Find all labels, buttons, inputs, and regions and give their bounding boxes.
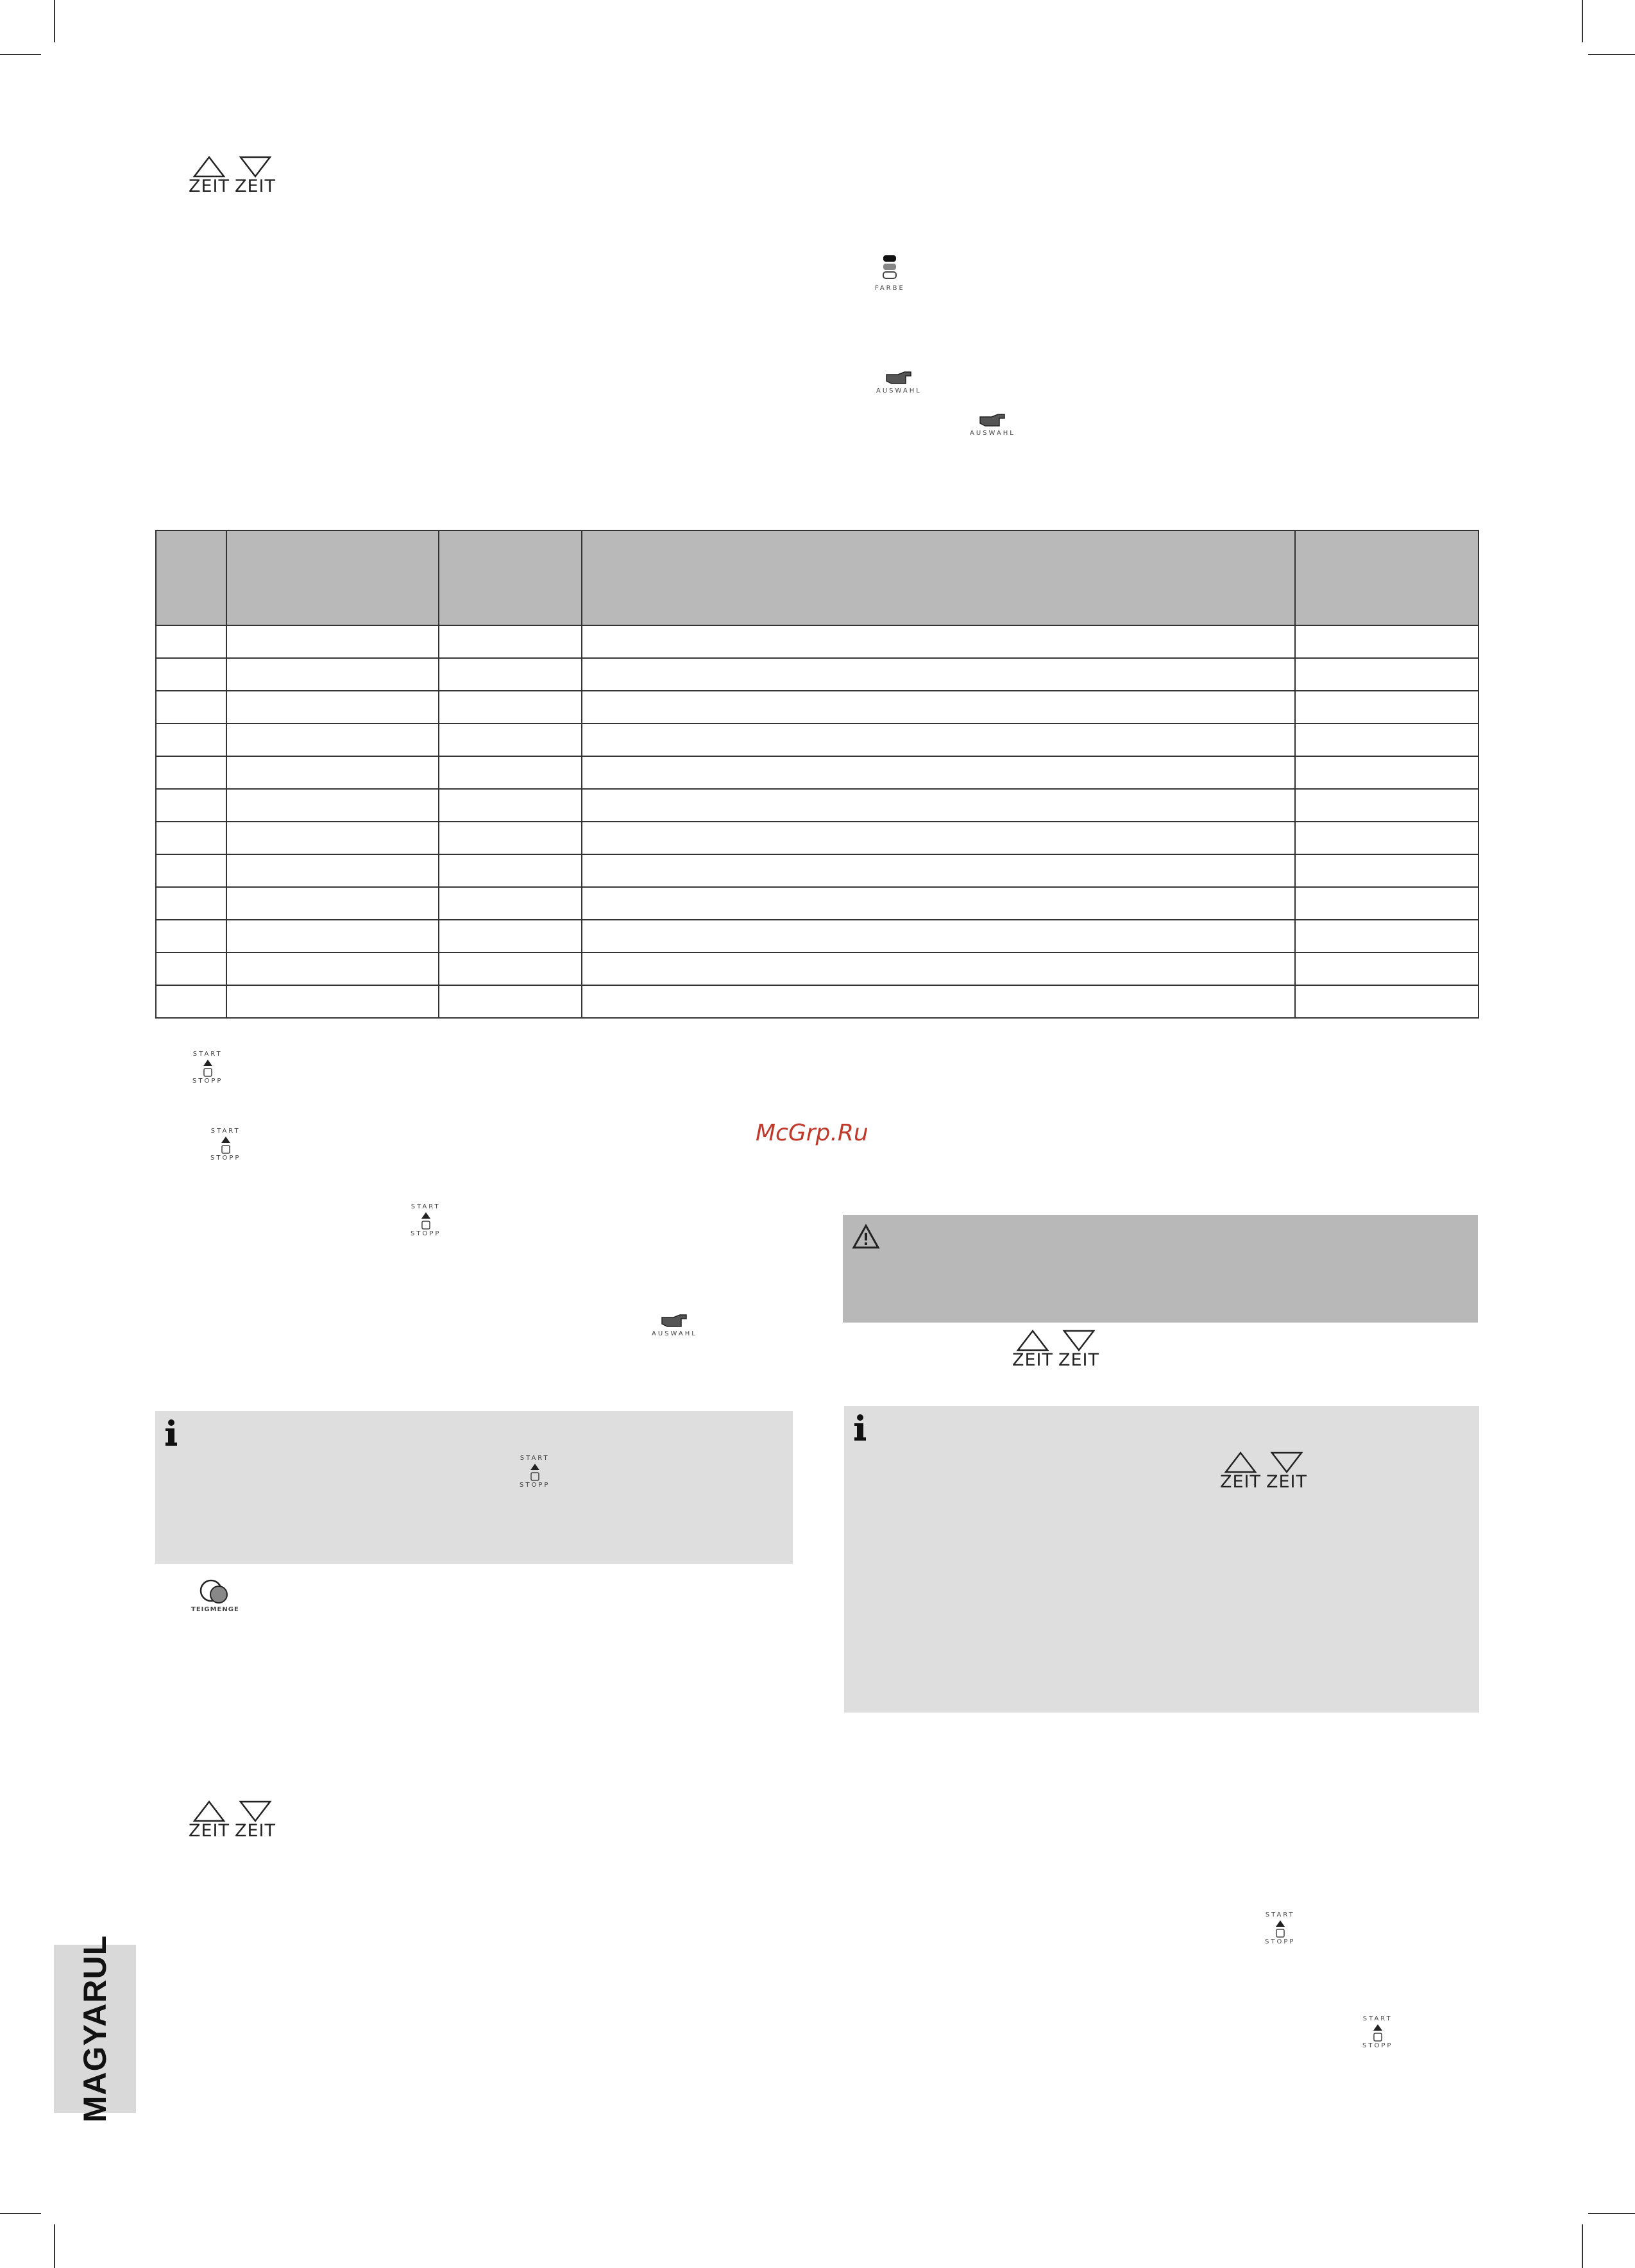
- zeit-label: ZEIT: [235, 176, 276, 196]
- table-cell: [582, 756, 1295, 789]
- triangle-up-icon: [1016, 1329, 1049, 1352]
- table-cell: [226, 985, 439, 1018]
- auswahl-label: AUSWAHL: [970, 430, 1015, 437]
- table-cell: [226, 625, 439, 658]
- start-label: START: [520, 1455, 550, 1462]
- table-cell: [226, 756, 439, 789]
- stopp-label: STOPP: [411, 1230, 441, 1237]
- stopp-label: STOPP: [210, 1155, 241, 1162]
- table-cell: [439, 691, 582, 724]
- zeit-label: ZEIT: [1266, 1472, 1308, 1492]
- table-cell: [439, 920, 582, 952]
- auswahl-button-icon: [970, 410, 1015, 437]
- crop-mark: [1582, 2224, 1583, 2268]
- table-row: [156, 789, 1478, 822]
- info-box: [155, 1411, 793, 1564]
- zeit-down: [235, 155, 276, 195]
- start-stopp-symbol-icon: [529, 1462, 541, 1482]
- auswahl-label: AUSWAHL: [876, 387, 922, 394]
- table-cell: [1295, 789, 1478, 822]
- table-cell: [1295, 691, 1478, 724]
- triangle-up-icon: [1224, 1451, 1257, 1474]
- zeit-up: [1012, 1329, 1053, 1369]
- table-cell: [1295, 822, 1478, 854]
- zeit-buttons: [1220, 1451, 1307, 1491]
- table-cell: [582, 952, 1295, 985]
- triangle-up-icon: [192, 155, 226, 178]
- info-box: [844, 1406, 1479, 1713]
- table-header-cell: [156, 530, 226, 625]
- triangle-down-icon: [1062, 1329, 1096, 1352]
- zeit-label: ZEIT: [189, 176, 230, 196]
- crop-mark: [0, 54, 41, 55]
- start-stopp-icon: [520, 1455, 550, 1489]
- auswahl-button-icon: [876, 368, 922, 395]
- start-label: START: [411, 1203, 441, 1210]
- warning-icon: [852, 1224, 880, 1249]
- zeit-up: [1220, 1451, 1261, 1491]
- zeit-label: ZEIT: [235, 1821, 276, 1841]
- table-row: [156, 822, 1478, 854]
- table-cell: [582, 887, 1295, 920]
- table-cell: [156, 952, 226, 985]
- info-icon: [163, 1419, 180, 1448]
- teigmenge-button-icon: [191, 1578, 239, 1614]
- table-row: [156, 658, 1478, 691]
- table-cell: [156, 920, 226, 952]
- table-cell: [439, 854, 582, 887]
- table-row: [156, 691, 1478, 724]
- zeit-label: ZEIT: [1058, 1350, 1100, 1370]
- table-row: [156, 952, 1478, 985]
- table-cell: [1295, 625, 1478, 658]
- teigmenge-label: TEIGMENGE: [191, 1606, 239, 1613]
- zeit-up: [189, 1800, 230, 1840]
- table-row: [156, 887, 1478, 920]
- table-cell: [439, 887, 582, 920]
- table-cell: [226, 724, 439, 756]
- crop-mark: [1588, 2213, 1635, 2214]
- start-stopp-icon: [1362, 2015, 1393, 2050]
- stopp-label: STOPP: [1265, 1938, 1296, 1945]
- table-cell: [582, 920, 1295, 952]
- table-cell: [1295, 658, 1478, 691]
- start-stopp-icon: [192, 1051, 223, 1085]
- table-cell: [226, 789, 439, 822]
- table-cell: [439, 658, 582, 691]
- start-stopp-symbol-icon: [1371, 2023, 1384, 2042]
- table-cell: [156, 822, 226, 854]
- start-label: START: [210, 1128, 241, 1135]
- farbe-button-icon: [875, 254, 905, 292]
- auswahl-label: AUSWAHL: [652, 1330, 697, 1337]
- table-cell: [226, 920, 439, 952]
- language-label: MAGYARUL: [77, 1934, 113, 2123]
- zeit-up: [189, 155, 230, 195]
- zeit-label: ZEIT: [1012, 1350, 1054, 1370]
- start-stopp-symbol-icon: [219, 1135, 232, 1155]
- table-cell: [582, 658, 1295, 691]
- start-label: START: [1362, 2015, 1393, 2022]
- stopp-label: STOPP: [1362, 2042, 1393, 2049]
- table-cell: [1295, 887, 1478, 920]
- table-cell: [439, 789, 582, 822]
- crop-mark: [54, 0, 55, 42]
- start-stopp-icon: [1265, 1911, 1295, 1946]
- start-stopp-symbol-icon: [1274, 1919, 1287, 1938]
- crop-mark: [54, 2224, 55, 2268]
- table-cell: [439, 985, 582, 1018]
- pointing-hand-icon: [978, 410, 1007, 430]
- table-row: [156, 920, 1478, 952]
- table-cell: [156, 789, 226, 822]
- table-cell: [439, 625, 582, 658]
- table-cell: [439, 822, 582, 854]
- table-cell: [226, 691, 439, 724]
- table-header-cell: [582, 530, 1295, 625]
- table-header-cell: [439, 530, 582, 625]
- table-header-cell: [226, 530, 439, 625]
- table-cell: [226, 658, 439, 691]
- farbe-label: FARBE: [875, 285, 905, 292]
- triangle-down-icon: [239, 1800, 272, 1823]
- table-cell: [439, 756, 582, 789]
- table-cell: [226, 854, 439, 887]
- table-cell: [1295, 724, 1478, 756]
- language-side-tab: [54, 1934, 136, 2123]
- table-cell: [156, 691, 226, 724]
- table-cell: [439, 952, 582, 985]
- table-cell: [156, 658, 226, 691]
- triangle-down-icon: [1270, 1451, 1303, 1474]
- stopp-label: STOPP: [520, 1482, 550, 1489]
- table-cell: [156, 756, 226, 789]
- table-row: [156, 625, 1478, 658]
- table-cell: [156, 625, 226, 658]
- zeit-down: [235, 1800, 276, 1840]
- farbe-icon: [878, 254, 901, 285]
- table-cell: [582, 985, 1295, 1018]
- table-row: [156, 756, 1478, 789]
- table-cell: [156, 985, 226, 1018]
- table-row: [156, 724, 1478, 756]
- table-cell: [1295, 756, 1478, 789]
- table-row: [156, 985, 1478, 1018]
- table-cell: [1295, 920, 1478, 952]
- table-cell: [582, 691, 1295, 724]
- info-icon: [852, 1414, 868, 1443]
- start-label: START: [192, 1051, 223, 1058]
- table-cell: [439, 724, 582, 756]
- table-header-row: [156, 530, 1478, 625]
- zeit-buttons: [189, 155, 276, 195]
- program-table: [155, 530, 1479, 1019]
- triangle-down-icon: [239, 155, 272, 178]
- zeit-buttons: [189, 1800, 276, 1840]
- table-cell: [1295, 985, 1478, 1018]
- table-cell: [156, 887, 226, 920]
- crop-mark: [1588, 54, 1635, 55]
- table-cell: [582, 822, 1295, 854]
- start-label: START: [1265, 1911, 1295, 1918]
- dough-icon: [197, 1578, 233, 1606]
- start-stopp-symbol-icon: [419, 1211, 432, 1230]
- table-cell: [226, 822, 439, 854]
- zeit-label: ZEIT: [1220, 1472, 1262, 1492]
- pointing-hand-icon: [884, 368, 913, 387]
- start-stopp-icon: [411, 1203, 441, 1238]
- stopp-label: STOPP: [192, 1078, 223, 1085]
- table-cell: [582, 789, 1295, 822]
- table-header-cell: [1295, 530, 1478, 625]
- zeit-down: [1266, 1451, 1307, 1491]
- table-cell: [1295, 854, 1478, 887]
- zeit-down: [1058, 1329, 1099, 1369]
- table-cell: [582, 854, 1295, 887]
- crop-mark: [1582, 0, 1583, 42]
- zeit-label: ZEIT: [189, 1821, 230, 1841]
- table-cell: [582, 724, 1295, 756]
- triangle-up-icon: [192, 1800, 226, 1823]
- warning-box: [843, 1215, 1478, 1323]
- table-cell: [582, 625, 1295, 658]
- start-stopp-icon: [210, 1128, 241, 1162]
- table-cell: [156, 724, 226, 756]
- table-cell: [156, 854, 226, 887]
- zeit-buttons: [1012, 1329, 1099, 1369]
- start-stopp-symbol-icon: [201, 1058, 214, 1078]
- table-row: [156, 854, 1478, 887]
- table-cell: [1295, 952, 1478, 985]
- crop-mark: [0, 2213, 41, 2214]
- table-cell: [226, 952, 439, 985]
- auswahl-button-icon: [652, 1311, 697, 1338]
- table-cell: [226, 887, 439, 920]
- watermark: McGrp.Ru: [756, 1120, 868, 1146]
- pointing-hand-icon: [659, 1311, 689, 1330]
